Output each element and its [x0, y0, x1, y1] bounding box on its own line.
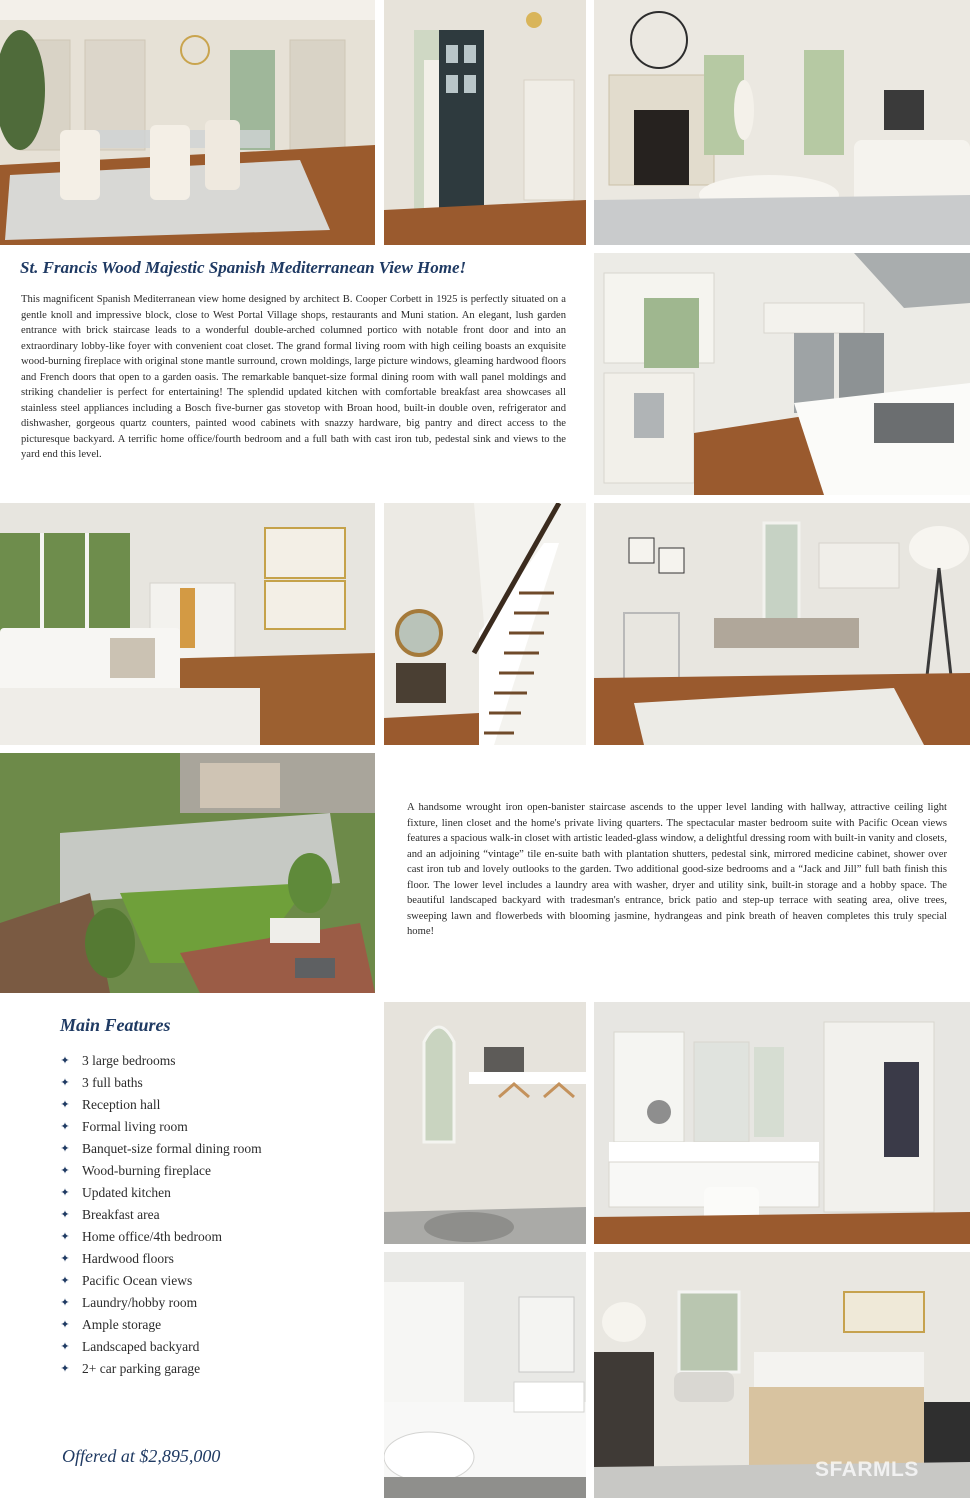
feature-label: 3 full baths	[82, 1075, 143, 1090]
feature-item	[56, 1072, 262, 1094]
star-bullet-icon: ✦	[60, 1253, 70, 1265]
feature-label: Breakfast area	[82, 1207, 160, 1222]
feature-item	[56, 1138, 262, 1160]
backyard-photo	[0, 753, 375, 993]
features-list	[56, 1050, 262, 1380]
dressing-room-photo	[594, 1002, 970, 1244]
feature-label: Formal living room	[82, 1119, 188, 1134]
feature-label: Pacific Ocean views	[82, 1273, 193, 1288]
feature-item	[56, 1160, 262, 1182]
feature-item	[56, 1182, 262, 1204]
feature-label: Banquet-size formal dining room	[82, 1141, 262, 1156]
office-photo	[594, 503, 970, 745]
feature-item	[56, 1116, 262, 1138]
feature-label: 2+ car parking garage	[82, 1361, 201, 1376]
feature-label: Hardwood floors	[82, 1251, 174, 1266]
star-bullet-icon: ✦	[60, 1143, 70, 1155]
feature-label: Ample storage	[82, 1317, 162, 1332]
feature-item	[56, 1336, 262, 1358]
star-bullet-icon: ✦	[60, 1275, 70, 1287]
feature-label: Home office/4th bedroom	[82, 1229, 222, 1244]
feature-item	[56, 1292, 262, 1314]
feature-item	[56, 1358, 262, 1380]
feature-item	[56, 1226, 262, 1248]
star-bullet-icon: ✦	[60, 1231, 70, 1243]
bedroom-photo	[0, 503, 375, 745]
star-bullet-icon: ✦	[60, 1187, 70, 1199]
star-bullet-icon: ✦	[60, 1099, 70, 1111]
star-bullet-icon: ✦	[60, 1165, 70, 1177]
star-bullet-icon: ✦	[60, 1363, 70, 1375]
star-bullet-icon: ✦	[60, 1341, 70, 1353]
kitchen-photo	[594, 253, 970, 495]
star-bullet-icon: ✦	[60, 1319, 70, 1331]
feature-label: Reception hall	[82, 1097, 161, 1112]
feature-item	[56, 1314, 262, 1336]
star-bullet-icon: ✦	[60, 1297, 70, 1309]
walk-in-closet-photo	[384, 1002, 586, 1244]
feature-label: Updated kitchen	[82, 1185, 171, 1200]
feature-item	[56, 1094, 262, 1116]
feature-label: Wood-burning fireplace	[82, 1163, 211, 1178]
feature-label: Laundry/hobby room	[82, 1295, 198, 1310]
upper-level-paragraph: A handsome wrought iron open-banister staircase ascends to the upper level landing with hallway, attractive ceiling light fixture, linen closet and the home's private living quarters. The spectacular master bedroom suite with Pacific Ocean views features a spacious walk-in closet with artistic leaded-glass window, a delightful dressing room with built-in vanity and closets, and an adjoining “vintage” tile en-suite bath with plantation shutters, pedestal sink, mirrored medicine cabinet, shower over cast iron tub and lovely outlooks to the garden. Two additional good-size bedrooms and a “Jack and Jill” full bath finish this floor. The lower level includes a laundry area with washer, dryer and utility sink, built-in storage and a hobby space. The beautiful landscaped backyard with tradesman's entrance, brick patio and step-up terrace with seating area, olive trees, sweeping lawn and flowerbeds with blooming jasmine, hydrangeas and pink breath of heaven completes this truly special home!	[407, 802, 947, 937]
star-bullet-icon: ✦	[60, 1077, 70, 1089]
feature-item	[56, 1204, 262, 1226]
price: Offered at $2,895,000	[62, 1446, 221, 1466]
bathroom-photo	[384, 1252, 586, 1498]
feature-item	[56, 1248, 262, 1270]
intro-paragraph: This magnificent Spanish Mediterranean view home designed by architect B. Cooper Corbett in 1925 is perfectly situated on a gentle knoll and impressive block, close to West Portal Village shops, restaurants and Muni station. An elegant, lush garden entrance with brick staircase leads to a wonderful double-arched columned portico with notable front door and into an extraordinary lobby-like foyer with convenient coat closet. The grand formal living room with high ceiling boasts an exquisite wood-burning fireplace with original stone mantle surround, crown moldings, large picture windows, gleaming hardwood floors and French doors that open to a garden oasis. The remarkable banquet-size formal dining room with wall panel moldings and striking chandelier is perfect for entertaining! The splendid updated kitchen with comfortable breakfast area showcases all stainless steel appliances including a Bosch five-burner gas stovetop with Broan hood, built-in double oven, refrigerator and dishwasher, gorgeous quartz counters, painted wood cabinets with snazzy hardware, big pantry and direct access to the picturesque backyard. A terrific home office/fourth bedroom and a full bath with cast iron tub, pedestal sink and views to the yard end this level.	[21, 294, 566, 460]
dining-room-photo	[0, 0, 375, 245]
feature-item	[56, 1270, 262, 1292]
star-bullet-icon: ✦	[60, 1209, 70, 1221]
front-door-photo	[384, 0, 586, 245]
feature-label: 3 large bedrooms	[82, 1053, 176, 1068]
feature-item	[56, 1050, 262, 1072]
staircase-photo	[384, 503, 586, 745]
sfarmls-watermark: SFARMLS	[815, 1458, 919, 1481]
star-bullet-icon: ✦	[60, 1055, 70, 1067]
star-bullet-icon: ✦	[60, 1121, 70, 1133]
living-room-photo	[594, 0, 970, 245]
features-title: Main Features	[60, 1015, 171, 1035]
feature-label: Landscaped backyard	[82, 1339, 200, 1354]
listing-title: St. Francis Wood Majestic Spanish Mediterranean View Home!	[20, 258, 467, 277]
